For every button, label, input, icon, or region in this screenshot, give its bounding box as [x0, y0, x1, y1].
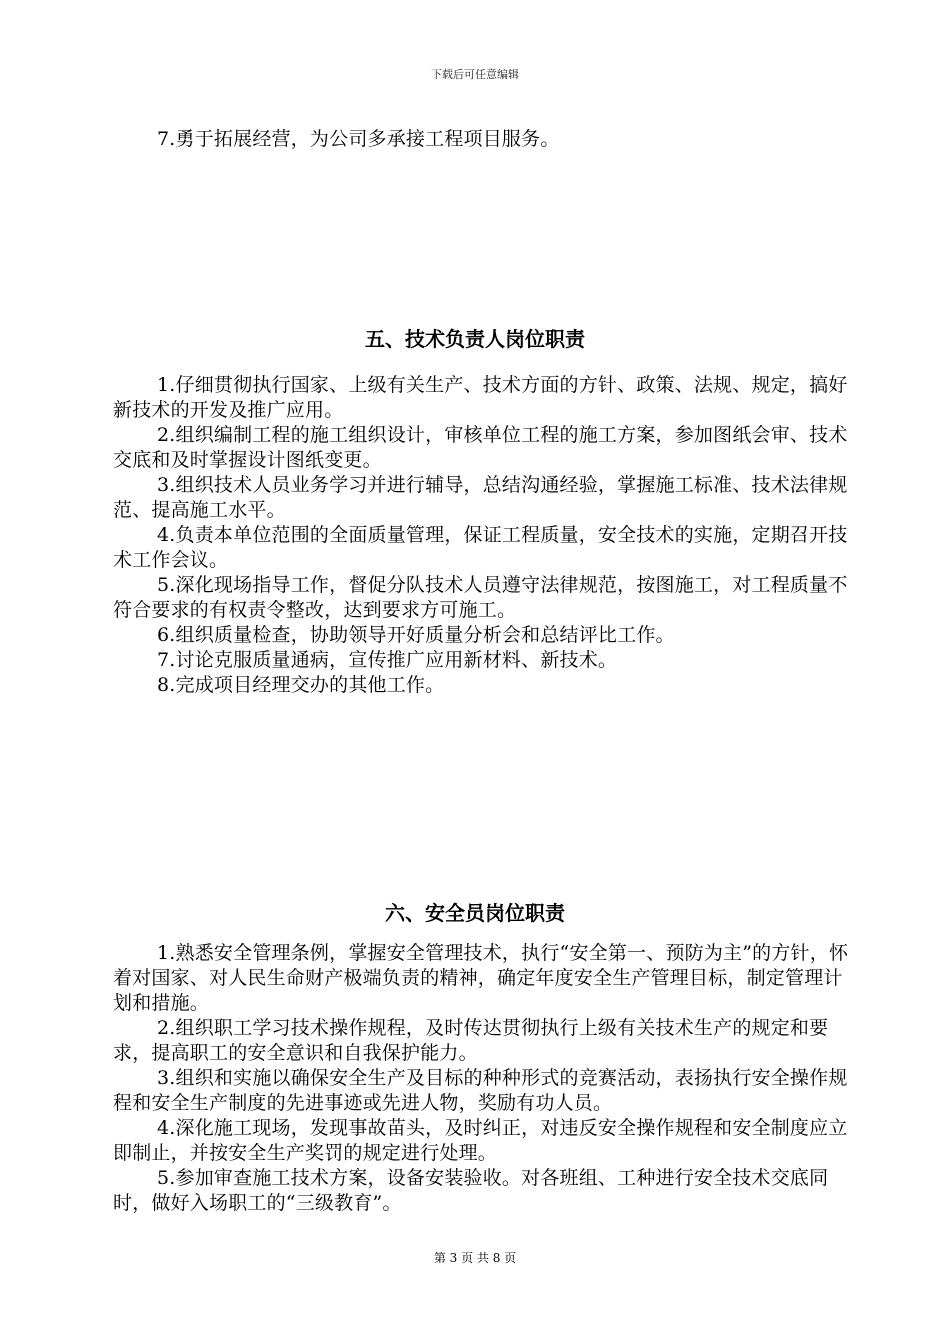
list-item: 7.勇于拓展经营，为公司多承接工程项目服务。	[157, 128, 560, 150]
section-5-body	[113, 373, 850, 698]
list-item: 8.完成项目经理交办的其他工作。	[157, 674, 445, 696]
page-footer: 第 3 页 共 8 页	[433, 1251, 517, 1265]
list-item: 3.组织技术人员业务学习并进行辅导，总结沟通经验，掌握施工标准、技术法律规范、提高施工水平。	[113, 474, 848, 521]
list-item: 7.讨论克服质量通病，宣传推广应用新材料、新技术。	[157, 649, 618, 671]
intro-block	[113, 127, 850, 152]
list-item: 4.负责本单位范围的全面质量管理，保证工程质量，安全技术的实施，定期召开技术工作会议。	[113, 524, 848, 571]
list-item: 3.组织和实施以确保安全生产及目标的种种形式的竞赛活动，表扬执行安全操作规程和安全生产制度的先进事迹或先进人物，奖励有功人员。	[113, 1067, 848, 1114]
page-header: 下载后可任意编辑	[431, 68, 519, 81]
list-item: 4.深化施工现场，发现事故苗头，及时纠正，对违反安全操作规程和安全制度应立即制止，并按安全生产奖罚的规定进行处理。	[113, 1117, 848, 1164]
list-item: 2.组织编制工程的施工组织设计，审核单位工程的施工方案，参加图纸会审、技术交底和及时掌握设计图纸变更。	[113, 424, 848, 471]
list-item: 5.参加审查施工技术方案，设备安装验收。对各班组、工种进行安全技术交底同时，做好入场职工的“三级教育”。	[113, 1167, 829, 1214]
section-title-5: 五、技术负责人岗位职责	[365, 327, 585, 351]
list-item: 2.组织职工学习技术操作规程，及时传达贯彻执行上级有关技术生产的规定和要求，提高职工的安全意识和自我保护能力。	[113, 1017, 829, 1064]
section-6-body	[113, 941, 850, 1216]
list-item: 1.熟悉安全管理条例，掌握安全管理技术，执行“安全第一、预防为主”的方针，怀着对国家、对人民生命财产极端负责的精神，确定年度安全生产管理目标，制定管理计划和措施。	[113, 942, 849, 1014]
list-item: 1.仔细贯彻执行国家、上级有关生产、技术方面的方针、政策、法规、规定，搞好新技术的开发及推广应用。	[113, 374, 848, 421]
list-item: 6.组织质量检查，协助领导开好质量分析会和总结评比工作。	[157, 624, 675, 646]
section-title-6: 六、安全员岗位职责	[385, 901, 565, 925]
list-item: 5.深化现场指导工作，督促分队技术人员遵守法律规范，按图施工，对工程质量不符合要求的有权责令整改，达到要求方可施工。	[113, 574, 848, 621]
